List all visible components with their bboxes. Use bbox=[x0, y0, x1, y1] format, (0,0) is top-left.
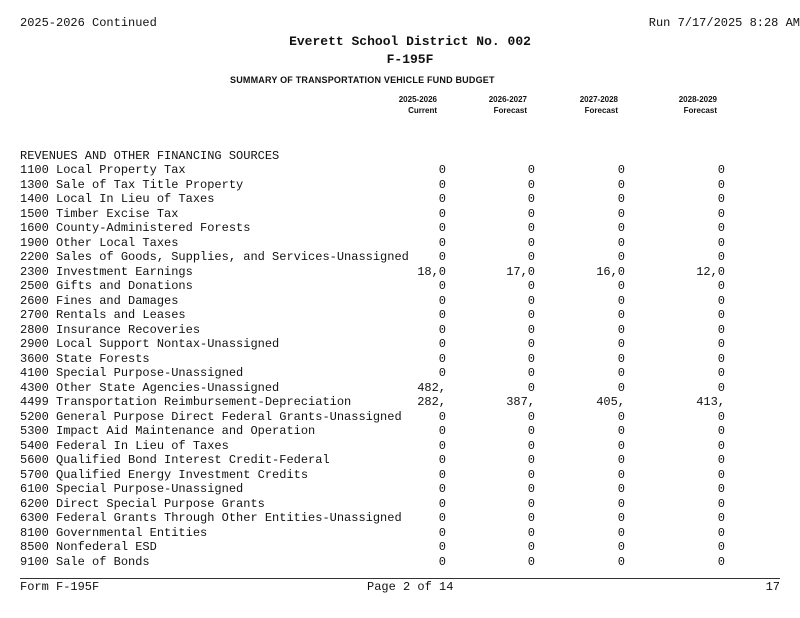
row-label: 3600 State Forests bbox=[20, 351, 150, 366]
row-value: 0 bbox=[617, 380, 625, 395]
row-label: 6100 Special Purpose-Unassigned bbox=[20, 482, 244, 496]
row-value: 0 bbox=[617, 409, 625, 424]
row-value: 0 bbox=[527, 496, 535, 511]
row-value: 0 bbox=[617, 366, 625, 380]
row-value: 0 bbox=[617, 192, 625, 206]
row-value: 0 bbox=[527, 279, 535, 293]
row-value: 0 bbox=[617, 308, 625, 322]
row-value: 0 bbox=[438, 163, 446, 177]
row-value: 0 bbox=[438, 511, 446, 525]
table-row bbox=[0, 468, 800, 483]
row-value: 0 bbox=[617, 482, 625, 496]
row-value: 0 bbox=[717, 409, 725, 424]
column-header-current bbox=[357, 94, 437, 116]
row-label: 5400 Federal In Lieu of Taxes bbox=[20, 438, 229, 453]
row-value: 0 bbox=[527, 540, 535, 554]
row-label: 2900 Local Support Nontax-Unassigned bbox=[20, 337, 280, 351]
column-sub: Forecast bbox=[493, 106, 527, 115]
row-value: 0 bbox=[438, 366, 446, 380]
row-value: 0 bbox=[438, 250, 446, 264]
column-year: 2025-2026 bbox=[398, 95, 437, 104]
row-value: 0 bbox=[438, 221, 446, 235]
row-value: 0 bbox=[438, 293, 446, 308]
row-value: 0 bbox=[438, 337, 446, 351]
column-sub: Forecast bbox=[584, 106, 618, 115]
table-row bbox=[0, 540, 800, 555]
row-value: 0 bbox=[438, 235, 446, 250]
table-row bbox=[0, 381, 800, 396]
row-value: 0 bbox=[438, 308, 446, 322]
row-value: 0 bbox=[527, 322, 535, 337]
column-header-forecast-1 bbox=[447, 94, 527, 116]
table-row bbox=[0, 555, 800, 570]
row-value: 0 bbox=[438, 279, 446, 293]
row-value: 482, bbox=[417, 380, 446, 395]
row-value: 0 bbox=[438, 467, 446, 482]
row-label: 1600 County-Administered Forests bbox=[20, 221, 251, 235]
row-value: 0 bbox=[717, 540, 725, 554]
district-title: Everett School District No. 002 bbox=[289, 34, 531, 49]
row-label: 1500 Timber Excise Tax bbox=[20, 206, 179, 221]
row-label: 8500 Nonfederal ESD bbox=[20, 540, 157, 554]
row-value: 0 bbox=[717, 337, 725, 351]
row-label: 1300 Sale of Tax Title Property bbox=[20, 177, 244, 192]
row-value: 0 bbox=[527, 453, 535, 467]
row-label: 5600 Qualified Bond Interest Credit-Federal bbox=[20, 453, 330, 467]
row-value: 0 bbox=[717, 467, 725, 482]
row-value: 0 bbox=[438, 206, 446, 221]
row-value: 0 bbox=[717, 438, 725, 453]
row-value: 0 bbox=[438, 540, 446, 554]
row-value: 0 bbox=[717, 366, 725, 380]
table-row bbox=[0, 526, 800, 541]
row-value: 0 bbox=[617, 177, 625, 192]
table-row bbox=[0, 352, 800, 367]
row-value: 0 bbox=[438, 453, 446, 467]
row-value: 0 bbox=[527, 177, 535, 192]
row-value: 0 bbox=[438, 438, 446, 453]
row-value: 0 bbox=[438, 496, 446, 511]
row-value: 0 bbox=[438, 554, 446, 569]
row-value: 0 bbox=[617, 293, 625, 308]
row-value: 0 bbox=[617, 540, 625, 554]
row-value: 17,0 bbox=[506, 264, 535, 279]
row-label: 8100 Governmental Entities bbox=[20, 525, 208, 540]
row-value: 16,0 bbox=[596, 264, 625, 279]
footer-page-number: 17 bbox=[765, 580, 780, 594]
row-value: 0 bbox=[527, 308, 535, 322]
row-value: 0 bbox=[527, 482, 535, 496]
row-value: 0 bbox=[527, 206, 535, 221]
row-value: 0 bbox=[438, 525, 446, 540]
row-value: 0 bbox=[527, 221, 535, 235]
table-row bbox=[0, 439, 800, 454]
row-value: 0 bbox=[617, 221, 625, 235]
table-row bbox=[0, 178, 800, 193]
row-value: 0 bbox=[527, 192, 535, 206]
row-label: 1100 Local Property Tax bbox=[20, 163, 186, 177]
row-value: 0 bbox=[717, 525, 725, 540]
row-value: 0 bbox=[527, 467, 535, 482]
row-value: 0 bbox=[617, 206, 625, 221]
row-value: 0 bbox=[527, 351, 535, 366]
row-label: 4100 Special Purpose-Unassigned bbox=[20, 366, 244, 380]
row-value: 387, bbox=[506, 395, 535, 409]
footer-divider bbox=[20, 578, 780, 579]
row-label: 2500 Gifts and Donations bbox=[20, 279, 193, 293]
row-value: 0 bbox=[438, 424, 446, 438]
table-row bbox=[0, 395, 800, 410]
row-label: 9100 Sale of Bonds bbox=[20, 554, 150, 569]
row-label: 4499 Transportation Reimbursement-Depreciation bbox=[20, 395, 352, 409]
row-value: 0 bbox=[617, 453, 625, 467]
table-row bbox=[0, 192, 800, 207]
table-row bbox=[0, 453, 800, 468]
row-value: 0 bbox=[717, 351, 725, 366]
row-value: 0 bbox=[617, 496, 625, 511]
table-row bbox=[0, 323, 800, 338]
row-value: 0 bbox=[717, 177, 725, 192]
row-value: 0 bbox=[438, 482, 446, 496]
row-value: 0 bbox=[717, 380, 725, 395]
row-value: 0 bbox=[717, 424, 725, 438]
table-row bbox=[0, 294, 800, 309]
row-value: 0 bbox=[438, 322, 446, 337]
column-sub: Current bbox=[408, 106, 437, 115]
table-row bbox=[0, 207, 800, 222]
row-value: 0 bbox=[617, 250, 625, 264]
run-timestamp: Run 7/17/2025 8:28 AM bbox=[648, 16, 800, 30]
row-value: 413, bbox=[696, 395, 725, 409]
row-value: 0 bbox=[617, 554, 625, 569]
row-label: 2300 Investment Earnings bbox=[20, 264, 193, 279]
row-value: 0 bbox=[717, 482, 725, 496]
row-value: 0 bbox=[717, 293, 725, 308]
row-value: 0 bbox=[438, 409, 446, 424]
row-value: 0 bbox=[527, 250, 535, 264]
row-value: 0 bbox=[717, 554, 725, 569]
row-value: 0 bbox=[438, 192, 446, 206]
table-row bbox=[0, 482, 800, 497]
row-value: 0 bbox=[438, 177, 446, 192]
row-value: 0 bbox=[617, 235, 625, 250]
row-value: 18,0 bbox=[417, 264, 446, 279]
table-row bbox=[0, 163, 800, 178]
row-value: 0 bbox=[617, 467, 625, 482]
table-row bbox=[0, 236, 800, 251]
row-value: 0 bbox=[617, 525, 625, 540]
row-value: 0 bbox=[717, 163, 725, 177]
row-value: 12,0 bbox=[696, 264, 725, 279]
row-value: 0 bbox=[717, 235, 725, 250]
table-row bbox=[0, 279, 800, 294]
row-value: 0 bbox=[717, 221, 725, 235]
table-row bbox=[0, 265, 800, 280]
section-title: REVENUES AND OTHER FINANCING SOURCES bbox=[20, 149, 280, 163]
row-label: 6300 Federal Grants Through Other Entities-Unassigned bbox=[20, 511, 402, 525]
report-continued-label: 2025-2026 Continued bbox=[20, 16, 157, 30]
table-row bbox=[0, 410, 800, 425]
row-value: 0 bbox=[717, 250, 725, 264]
row-value: 0 bbox=[527, 438, 535, 453]
row-label: 1900 Other Local Taxes bbox=[20, 235, 179, 250]
row-value: 0 bbox=[617, 337, 625, 351]
report-subtitle: SUMMARY OF TRANSPORTATION VEHICLE FUND BUDGET bbox=[230, 75, 495, 85]
column-header-forecast-2 bbox=[538, 94, 618, 116]
table-row bbox=[0, 337, 800, 352]
row-value: 0 bbox=[617, 438, 625, 453]
row-label: 4300 Other State Agencies-Unassigned bbox=[20, 380, 280, 395]
row-value: 0 bbox=[717, 279, 725, 293]
row-value: 0 bbox=[527, 409, 535, 424]
row-label: 2200 Sales of Goods, Supplies, and Services-Unassigned bbox=[20, 250, 409, 264]
row-label: 2800 Insurance Recoveries bbox=[20, 322, 201, 337]
column-sub: Forecast bbox=[683, 106, 717, 115]
row-value: 0 bbox=[527, 424, 535, 438]
row-value: 0 bbox=[617, 424, 625, 438]
row-value: 0 bbox=[527, 511, 535, 525]
row-value: 0 bbox=[527, 235, 535, 250]
row-label: 6200 Direct Special Purpose Grants bbox=[20, 496, 265, 511]
column-year: 2026-2027 bbox=[488, 95, 527, 104]
column-year: 2027-2028 bbox=[579, 95, 618, 104]
row-label: 5700 Qualified Energy Investment Credits bbox=[20, 467, 309, 482]
row-value: 282, bbox=[417, 395, 446, 409]
table-row bbox=[0, 511, 800, 526]
column-year: 2028-2029 bbox=[678, 95, 717, 104]
row-value: 0 bbox=[527, 337, 535, 351]
row-value: 0 bbox=[617, 351, 625, 366]
form-code: F-195F bbox=[386, 52, 434, 67]
row-value: 0 bbox=[617, 279, 625, 293]
row-value: 0 bbox=[717, 453, 725, 467]
row-value: 0 bbox=[527, 163, 535, 177]
row-value: 0 bbox=[527, 380, 535, 395]
row-value: 405, bbox=[596, 395, 625, 409]
row-value: 0 bbox=[617, 511, 625, 525]
table-row bbox=[0, 221, 800, 236]
row-value: 0 bbox=[527, 366, 535, 380]
row-value: 0 bbox=[717, 308, 725, 322]
revenue-table bbox=[0, 163, 800, 569]
row-label: 5200 General Purpose Direct Federal Grants-Unassigned bbox=[20, 409, 402, 424]
row-value: 0 bbox=[617, 322, 625, 337]
row-value: 0 bbox=[617, 163, 625, 177]
table-row bbox=[0, 424, 800, 439]
table-row bbox=[0, 497, 800, 512]
row-value: 0 bbox=[527, 525, 535, 540]
table-row bbox=[0, 250, 800, 265]
column-header-forecast-3 bbox=[637, 94, 717, 116]
row-value: 0 bbox=[717, 511, 725, 525]
row-value: 0 bbox=[527, 554, 535, 569]
row-label: 1400 Local In Lieu of Taxes bbox=[20, 192, 215, 206]
row-label: 2700 Rentals and Leases bbox=[20, 308, 186, 322]
row-value: 0 bbox=[717, 496, 725, 511]
row-value: 0 bbox=[717, 322, 725, 337]
footer-page: Page 2 of 14 bbox=[367, 580, 454, 594]
row-label: 2600 Fines and Damages bbox=[20, 293, 179, 308]
row-value: 0 bbox=[527, 293, 535, 308]
row-value: 0 bbox=[717, 192, 725, 206]
footer-form: Form F-195F bbox=[20, 580, 100, 594]
row-value: 0 bbox=[438, 351, 446, 366]
table-row bbox=[0, 366, 800, 381]
row-label: 5300 Impact Aid Maintenance and Operation bbox=[20, 424, 316, 438]
table-row bbox=[0, 308, 800, 323]
row-value: 0 bbox=[717, 206, 725, 221]
